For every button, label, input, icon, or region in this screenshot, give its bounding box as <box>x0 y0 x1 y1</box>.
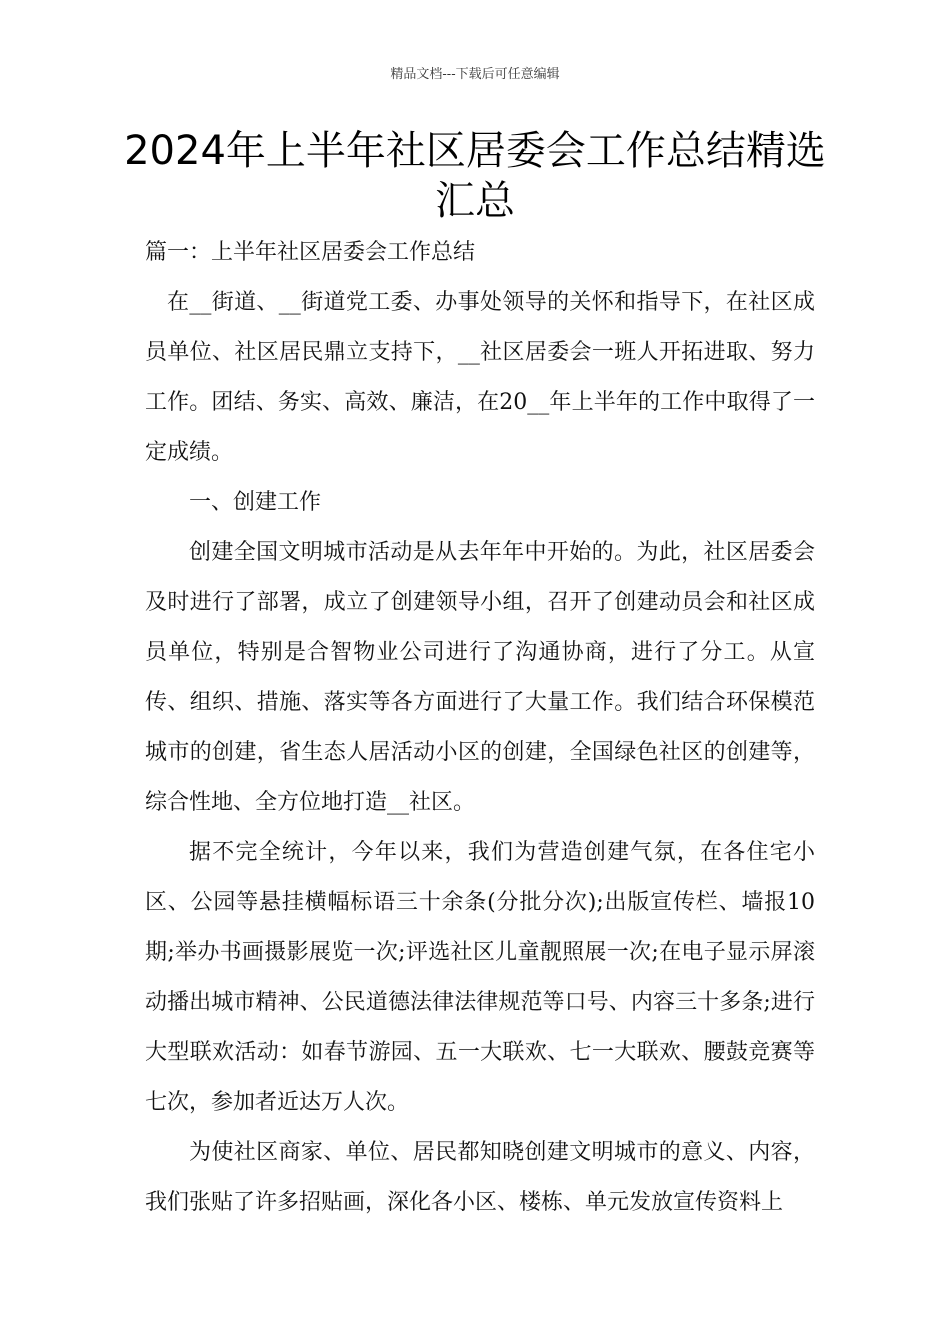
body-paragraph: 据不完全统计，今年以来，我们为营造创建气氛，在各住宅小区、公园等悬挂横幅标语三十余条(分批分次);出版宣传栏、墙报10期;举办书画摄影展览一次;评选社区儿童靓照展一次;在电子显示屏滚动播出城市精神、公民道德法律法律规范等口号、内容三十多条;进行大型联欢活动：如春节游园、五一大联欢、七一大联欢、腰鼓竞赛等七次，参加者近达万人次。 <box>145 840 815 1115</box>
body-paragraph: 为使社区商家、单位、居民都知晓创建文明城市的意义、内容，我们张贴了许多招贴画，深化各小区、楼栋、单元发放宣传资料上 <box>145 1140 815 1215</box>
intro-paragraph: 在__街道、__街道党工委、办事处领导的关怀和指导下，在社区成员单位、社区居民鼎立支持下，__社区居委会一班人开拓进取、努力工作。团结、务实、高效、廉洁，在20__年上半年的工作中取得了一定成绩。 <box>145 290 815 465</box>
document-body <box>145 228 815 1228</box>
section-subtitle: 篇一：上半年社区居委会工作总结 <box>145 240 476 265</box>
section-heading: 一、创建工作 <box>189 490 322 515</box>
body-paragraph: 创建全国文明城市活动是从去年年中开始的。为此，社区居委会及时进行了部署，成立了创建领导小组，召开了创建动员会和社区成员单位，特别是合智物业公司进行了沟通协商，进行了分工。从宣传、组织、措施、落实等各方面进行了大量工作。我们结合环保模范城市的创建，省生态人居活动小区的创建，全国绿色社区的创建等，综合性地、全方位地打造__社区。 <box>145 540 815 815</box>
page-header: 精品文档---下载后可任意编辑 <box>390 67 560 82</box>
document-title: 2024年上半年社区居委会工作总结精选汇总 <box>124 128 826 224</box>
